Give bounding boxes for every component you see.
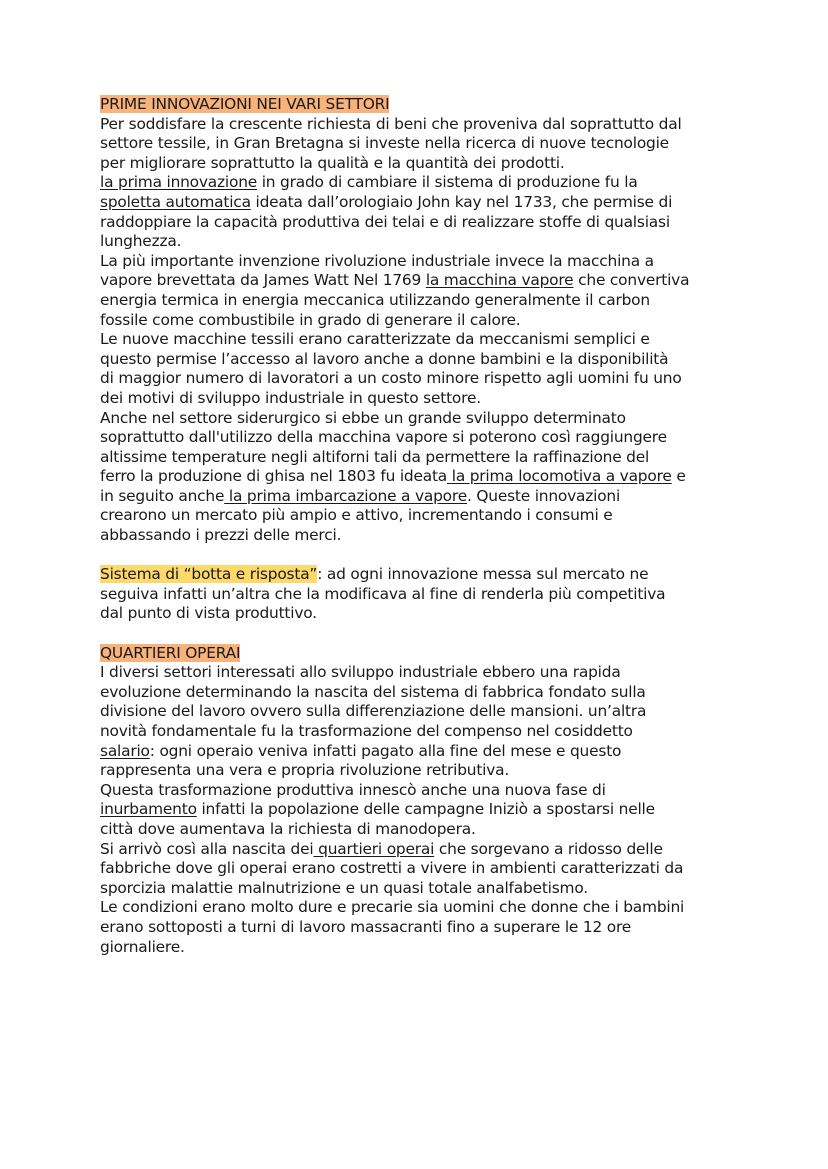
text-run: Per soddisfare la crescente richiesta di beni che proveniva dal soprattutto dal [100, 114, 682, 133]
text-line [100, 506, 740, 526]
underlined-term: la macchina vapore [425, 271, 574, 290]
text-line [100, 918, 740, 938]
text-line [100, 232, 740, 252]
text-run: crearono un mercato più ampio e attivo, incrementando i consumi e [100, 506, 613, 525]
text-run: divisione del lavoro ovvero sulla differenziazione delle mansioni. un’altra [100, 702, 647, 721]
text-run: : ogni operaio veniva infatti pagato alla fine del mese e questo [149, 741, 622, 760]
text-run: evoluzione determinando la nascita del sistema di fabbrica fondato sulla [100, 682, 646, 701]
section-body [100, 565, 740, 624]
highlighted-term: Sistema di “botta e risposta” [100, 565, 318, 584]
paragraph-gap [100, 546, 740, 566]
text-run: abbassando i prezzi delle merci. [100, 526, 342, 545]
text-run: ideata dall’orologiaio John kay nel 1733, che permise di [250, 192, 673, 211]
text-line [100, 311, 740, 331]
text-run: in grado di cambiare il sistema di produzione fu la [257, 173, 638, 192]
text-run: seguiva infatti un’altra che la modificava al fine di renderla più competitiva [100, 584, 666, 603]
text-run: erano sottoposti a turni di lavoro massacranti fino a superare le 12 ore [100, 917, 632, 936]
text-line [100, 663, 740, 683]
text-line [100, 702, 740, 722]
section-heading [100, 95, 740, 115]
text-line [100, 585, 740, 605]
text-run: . Queste innovazioni [466, 486, 621, 505]
underlined-term: la prima locomotiva a vapore [447, 467, 672, 486]
paragraph-gap [100, 624, 740, 644]
text-run: soprattutto dall'utilizzo della macchina vapore si poterono così raggiungere [100, 428, 667, 447]
text-line [100, 879, 740, 899]
text-line [100, 800, 740, 820]
text-run: per migliorare soprattutto la qualità e la quantità dei prodotti. [100, 153, 565, 172]
text-line [100, 722, 740, 742]
text-line [100, 604, 740, 624]
text-line [100, 389, 740, 409]
text-line [100, 330, 740, 350]
text-line [100, 781, 740, 801]
text-run: fabbriche dove gli operai erano costretti a vivere in ambienti caratterizzati da [100, 859, 684, 878]
text-run: Anche nel settore siderurgico si ebbe un grande sviluppo determinato [100, 408, 626, 427]
text-line [100, 350, 740, 370]
text-line [100, 115, 740, 135]
text-line [100, 820, 740, 840]
text-run: fossile come combustibile in grado di generare il calore. [100, 310, 521, 329]
text-run: La più importante invenzione rivoluzione industriale invece la macchina a [100, 251, 654, 270]
text-run: : ad ogni innovazione messa sul mercato ne [317, 565, 649, 584]
text-line [100, 898, 740, 918]
text-run: giornaliere. [100, 937, 185, 956]
text-run: dal punto di vista produttivo. [100, 604, 317, 623]
text-run: in seguito anche [100, 486, 225, 505]
text-run: Le condizioni erano molto dure e precarie sia uomini che donne che i bambini [100, 898, 685, 917]
text-run: raddoppiare la capacità produttiva dei telai e di realizzare stoffe di qualsiasi [100, 212, 670, 231]
text-run: Si arrivò così alla nascita dei [100, 839, 314, 858]
text-run: vapore brevettata da James Watt Nel 1769 [100, 271, 426, 290]
underlined-term: la prima imbarcazione a vapore [224, 486, 467, 505]
text-line [100, 742, 740, 762]
section-body [100, 663, 740, 957]
text-line [100, 840, 740, 860]
text-line [100, 409, 740, 429]
text-line [100, 938, 740, 958]
text-run: e [671, 467, 686, 486]
text-run: sporcizia malattie malnutrizione e un quasi totale analfabetismo. [100, 878, 588, 897]
text-run: questo permise l’accesso al lavoro anche a donne bambini e la disponibilità [100, 349, 669, 368]
text-line [100, 134, 740, 154]
text-run: Questa trasformazione produttiva innescò anche una nuova fase di [100, 780, 606, 799]
text-line [100, 291, 740, 311]
text-line [100, 193, 740, 213]
document-page [100, 95, 740, 957]
underlined-term: spoletta automatica [100, 192, 251, 211]
text-line [100, 565, 740, 585]
text-line [100, 252, 740, 272]
section-body [100, 115, 740, 546]
text-run: infatti la popolazione delle campagne Iniziò a spostarsi nelle [196, 800, 655, 819]
text-run: novità fondamentale fu la trasformazione del compenso nel cosiddetto [100, 722, 633, 740]
text-line [100, 467, 740, 487]
text-line [100, 683, 740, 703]
text-run: altissime temperature negli altiforni tali da permettere la raffinazione del [100, 447, 650, 466]
text-run: di maggior numero di lavoratori a un costo minore rispetto agli uomini fu uno [100, 369, 682, 388]
text-line [100, 271, 740, 291]
text-line [100, 448, 740, 468]
text-line [100, 154, 740, 174]
text-run: dei motivi di sviluppo industriale in questo settore. [100, 388, 481, 407]
text-run: Le nuove macchine tessili erano caratterizzate da meccanismi semplici e [100, 330, 650, 349]
text-run: energia termica in energia meccanica utilizzando generalmente il carbon [100, 290, 650, 309]
underlined-term: salario [100, 741, 150, 760]
text-line [100, 428, 740, 448]
heading-text: QUARTIERI OPERAI [100, 643, 241, 662]
text-line [100, 761, 740, 781]
text-run: che sorgevano a ridosso delle [434, 839, 663, 858]
text-run: lunghezza. [100, 232, 182, 251]
text-run: rappresenta una vera e propria rivoluzione retributiva. [100, 761, 510, 780]
heading-text: PRIME INNOVAZIONI NEI VARI SETTORI [100, 95, 390, 113]
text-line [100, 369, 740, 389]
text-line [100, 487, 740, 507]
underlined-term: la prima innovazione [100, 173, 258, 192]
text-line [100, 213, 740, 233]
text-run: settore tessile, in Gran Bretagna si investe nella ricerca di nuove tecnologie [100, 134, 669, 153]
section-heading [100, 644, 740, 664]
text-run: città dove aumentava la richiesta di manodopera. [100, 819, 476, 838]
underlined-term: quartieri operai [313, 839, 435, 858]
text-run: I diversi settori interessati allo sviluppo industriale ebbero una rapida [100, 663, 621, 682]
text-run: ferro la produzione di ghisa nel 1803 fu ideata [100, 467, 448, 486]
text-run: che convertiva [573, 271, 690, 290]
text-line [100, 526, 740, 546]
text-line [100, 859, 740, 879]
underlined-term: inurbamento [100, 800, 197, 819]
text-line [100, 173, 740, 193]
